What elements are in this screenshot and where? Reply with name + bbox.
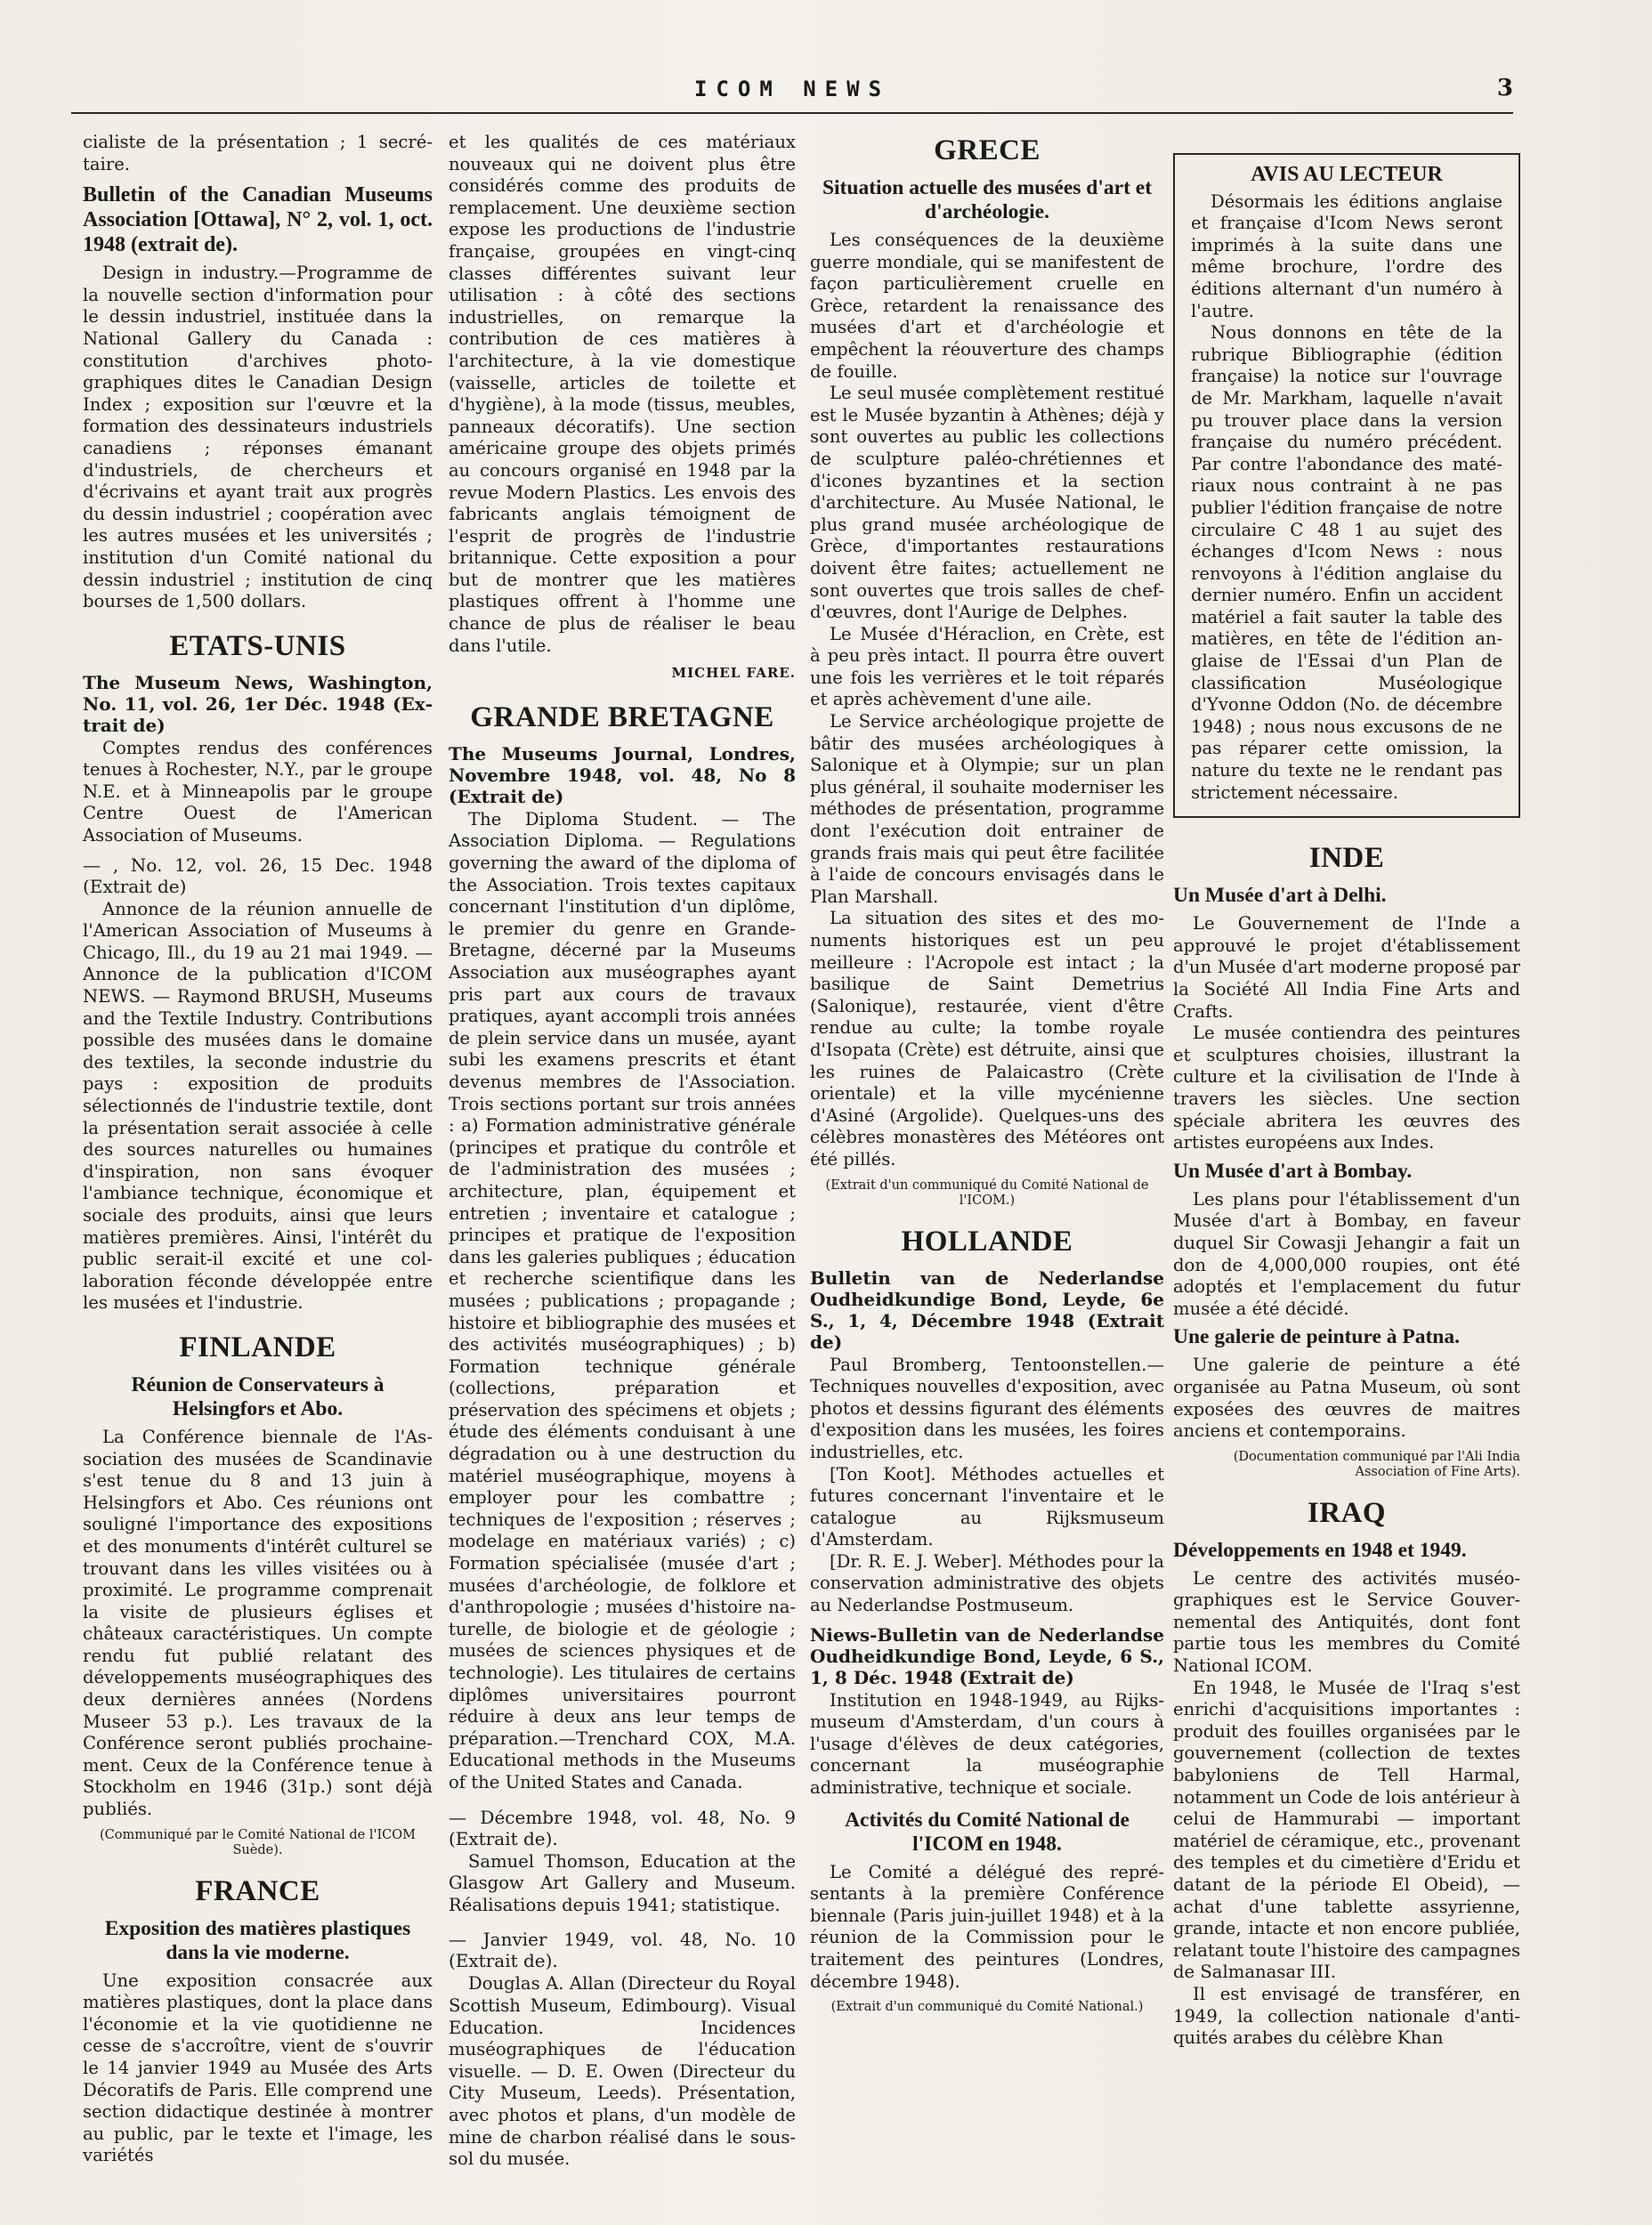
bibliography-entry: Niews-Bulletin van de Nederlandse Oudheidkundige Bond, Leyde, 6 S., 1, 8 Déc. 1948 (Extrait de) [810, 1623, 1164, 1688]
section-title-france: FRANCE [195, 1874, 320, 1907]
paragraph: La Conférence biennale de l'Association des musées de Scandinavie s'est tenue du 8 and 13 juin à Helsingfors et Abo. Ces réunions ont souligné l'importance des expositions et des monuments d'intérêt culturel se trouvant dans les villes visitées ou à proximité. Le programme comprenait la visite de plusieurs églises et châteaux caractéristiques. Un compte rendu fut publié relatant des développements muséographiques des deux dernières années (Nordens Museer 53 p.). Les travaux de la Conférence seront publiés prochainement. Ceux de la Conférence tenue à Stockholm en 1946 (31p.) sont déjà publiés. [83, 1426, 433, 1820]
subsection-title: Exposition des matières plastiques dans la vie moderne. [104, 1916, 411, 1964]
paragraph: [Ton Koot]. Méthodes actuelles et futures concernant l'inventaire et le catalogue au Rijksmuseum d'Amsterdam. [810, 1463, 1164, 1550]
notice-box [1173, 153, 1520, 818]
section-title-hollande: HOLLANDE [901, 1225, 1073, 1258]
paragraph: The Diploma Student. — The Association Diploma. — Regulations governing the award of the diploma of the Association. Trois textes capitaux concernant l'institution d'un diplôme, le premier du genre en Grande-Bretagne, décerné par la Museums Association aux muséographes ayant pris part aux cours de travaux pratiques, ayant accompli trois années de plein service dans un musée, ayant subi les examens prescrits et étant devenus membres de l'Association. Trois sections portant sur trois années : a) Formation administrative générale (principes et pratique du contrôle et de l'administration des musées ; architecture, plan, équipement et entretien ; inventaire et catalogue ; principes et pratique de l'exposition dans les galeries publiques ; éducation et recherche scientifique dans les musées ; publications ; propagande ; histoire et bibliographie des musées et des activités muséographiques) ; b) Formation technique générale (collections, préparation et préservation des spécimens et objets ; étude des éléments conduisant à une dégradation ou à une destruction du matériel muséographique, moyens à employer pour les combattre ; techniques de l'exposition ; réserves ; modelage en matériaux variés) ; c) Formation spécialisée (musée d'art ; musées d'archéologie, de folklore et d'anthropologie ; musées d'histoire naturelle, de biologie et de géologie ; musées de sciences physiques et de technologie). Les titulaires de certains diplômes universitaires pourront réduire à deux ans leur temps de préparation.—Trenchard COX, M.A. Educational methods in the Museums of the United States and Canada. [449, 808, 796, 1792]
source-note: (Extrait d'un communiqué du Comité National de l'ICOM.) [825, 1177, 1149, 1208]
bibliography-entry: Bulletin of the Canadian Museums Association [Ottawa], N° 2, vol. 1, oct. 1948 (extrait de). [83, 183, 433, 257]
section-title-iraq: IRAQ [1307, 1496, 1387, 1529]
paragraph: Une exposition consacrée aux matières plastiques, dont la place dans l'économie et la vie quotidienne ne cesse de s'accroître, vient de s'ouvrir le 14 janvier 1949 au Musée des Arts Décoratifs de Paris. Elle comprend une section didactique destinée à montrer au public, par le texte et l'image, les variétés [83, 1970, 433, 2166]
page-header [71, 73, 1513, 114]
paragraph: Une galerie de peinture a été organisée au Patna Museum, où sont exposées des œuvres de maitres anciens et contemporains. [1173, 1355, 1520, 1442]
paragraph: Le Service archéologique projette de bâtir des musées archéologiques à Salonique et à Olympie; sur un plan plus général, il souhaite moderniser les méthodes de présentation, programme dont l'exécution doit entrainer de grands frais mais qui peut être facilitée à l'aide de concours envisagés dans le Plan Marshall. [810, 711, 1164, 907]
paragraph: Le musée contiendra des peintures et sculptures choisies, illustrant la culture et la civilisation de l'Inde à travers les siècles. Une section spéciale abritera les œuvres des artistes européens aux Indes. [1173, 1023, 1520, 1153]
subsection-title: Un Musée d'art à Delhi. [1173, 884, 1387, 908]
source-note: (Documentation communiqué par l'Ali India Association of Fine Arts). [1233, 1449, 1520, 1479]
bibliography-entry: Bulletin van de Nederlandse Oudheidkundige Bond, Leyde, 6e S., 1, 4, Décembre 1948 (Extrait de) [810, 1266, 1164, 1353]
column-2 [449, 132, 796, 2171]
bibliography-entry: — Décembre 1948, vol. 48, No. 9 (Extrait de). [449, 1806, 796, 1849]
paragraph: Le centre des activités muséographiques est le Service Gouvernemental des Antiquités, dont font partie tous les membres du Comité National ICOM. [1173, 1567, 1520, 1677]
paragraph: Paul Bromberg, Tentoonstellen.— Techniques nouvelles d'exposition, avec photos et dessins figurant des éléments d'exposition dans les musées, les foires industrielles, etc. [810, 1354, 1164, 1462]
subsection-title: Développements en 1948 et 1949. [1173, 1538, 1467, 1562]
paragraph: Le seul musée complètement restitué est le Musée byzantin à Athènes; déjà y sont ouvertes au public les collections de sculpture paléo-chrétiennes et d'icones byzantines et la section d'architecture. Au Musée National, le plus grand musée archéologique de Grèce, d'importantes restaurations doivent être faites; actuellement ne sont ouvertes que trois salles de chef-d'œuvres, dont l'Aurige de Delphes. [810, 383, 1164, 623]
bibliography-entry: The Museums Journal, Londres, Novembre 1948, vol. 48, No 8 (Extrait de) [449, 742, 796, 807]
paragraph: En 1948, le Musée de l'Iraq s'est enrichi d'acquisitions importantes : produit des fouilles organisées par le gouvernement (collection de textes babyloniens de Tell Harmal, notamment un Code de lois antérieur à celui de Hammurabi — important matériel de céramique, etc., provenant des temples et du cimetière d'Eridu et datant de la période El Obeid), — achat d'une tablette assyrienne, grande, intacte et non encore publiée, relatant toute l'histoire des campagnes de Salmanasar III. [1173, 1677, 1520, 1983]
paragraph: Les conséquences de la deuxième guerre mondiale, qui se manifestent de façon particulièrement cruelle en Grèce, retardent la renaissance des musées d'art et d'archéologie et empêchent la réouverture des champs de fouille. [810, 230, 1164, 382]
paragraph: Il est envisagé de transférer, en 1949, la collection nationale d'antiquités arabes du célèbre Khan [1173, 1983, 1520, 2049]
column-1 [83, 132, 433, 2167]
paragraph: Les plans pour l'établissement d'un Musée d'art à Bombay, en faveur duquel Sir Cowasji Jehangir a fait un don de 4,000,000 roupies, ont été adoptés et l'emplacement du futur musée a été décidé. [1173, 1188, 1520, 1319]
paragraph: La situation des sites et des monuments historiques est un peu meilleure : l'Acropole est intact ; la basilique de Saint Demetrius (Salonique), restaurée, vient d'être rendue au culte; la tombe royale d'Isopata (Crète) est détruite, ainsi que les ruines de Palaicastro (Crète orientale) et la ville mycénienne d'Asiné (Argolide). Quelques-uns des célèbres monastères des Météores ont été pillés. [810, 908, 1164, 1169]
source-note: (Communiqué par le Comité National de l'ICOM Suède). [99, 1827, 417, 1857]
subsection-title: Situation actuelle des musées d'art et d'archéologie. [822, 176, 1153, 223]
author-signature: MICHEL FARE. [671, 665, 796, 682]
paragraph: Comptes rendus des conférences tenues à Rochester, N.Y., par le groupe N.E. et à Minneapolis par le groupe Centre Ouest de l'American Association of Museums. [83, 737, 433, 846]
masthead-title: ICOM NEWS [693, 77, 891, 101]
section-title-etats-unis: ETATS-UNIS [169, 629, 346, 662]
column-3 [810, 132, 1164, 2026]
subsection-title: Activités du Comité National de l'ICOM en 1948. [845, 1808, 1130, 1856]
paragraph: Désormais les éditions anglaise et française d'Icom News seront imprimés à la suite dans une même brochure, l'ordre des éditions alternant d'un numéro à l'autre. [1191, 190, 1502, 321]
paragraph: Samuel Thomson, Education at the Glasgow Art Gallery and Museum. Réalisations depuis 1941; statistique. [449, 1850, 796, 1915]
paragraph: [Dr. R. E. J. Weber]. Méthodes pour la conservation administrative des objets au Nederlandse Postmuseum. [810, 1550, 1164, 1616]
paragraph: Le Gouvernement de l'Inde a approuvé le projet d'établissement d'un Musée d'art moderne proposé par la Société All India Fine Arts and Crafts. [1173, 913, 1520, 1022]
subsection-title: Réunion de Conservateurs à Helsingfors et Abo. [131, 1372, 385, 1420]
column-4 [1173, 132, 1520, 2050]
bibliography-entry: — Janvier 1949, vol. 48, No. 10 (Extrait de). [449, 1929, 796, 1972]
paragraph: Le Musée d'Héraclion, en Crète, est à peu près intact. Il pourra être ouvert une fois les verrières et le toit réparés et après achèvement d'une aile. [810, 623, 1164, 710]
bibliography-entry: — , No. 12, vol. 26, 15 Dec. 1948 (Extrait de) [83, 854, 433, 897]
paragraph: Design in industry.—Programme de la nouvelle section d'information pour le dessin industriel, instituée dans la National Gallery du Canada : constitution d'archives photographiques dites le Canadian Design Index ; exposition sur l'œuvre et la formation des dessinateurs industriels canadiens ; réponses émanant d'industriels, de chercheurs et d'écrivains et ayant trait aux progrès du dessin industriel ; coopération avec les autres musées et les universités ; institution d'un Comité national du dessin industriel ; institution de cinq bourses de 1,500 dollars. [83, 263, 433, 612]
paragraph: Le Comité a délégué des représentants à la première Conférence biennale (Paris juin-juillet 1948) et à la réunion de la Commission pour le traitement des peintures (Londres, décembre 1948). [810, 1861, 1164, 1992]
section-title-finlande: FINLANDE [179, 1331, 336, 1363]
paragraph: et les qualités de ces matériaux nouveaux qui ne doivent plus être considérés comme des produits de remplacement. Une deuxième section expose les productions de l'industrie française, groupées en vingt-cinq classes différentes suivant leur utilisation : à côté des sections industrielles, on remarque la contribution de ces matières à l'architecture, à la vie domestique (vaisselle, articles de toilette et d'hygiène), à la mode (tissus, meubles, panneaux décoratifs). Une section américaine groupe des objets primés au concours organisé en 1948 par la revue Modern Plastics. Les envois des fabricants anglais témoignent de l'esprit de progrès de l'industrie britannique. Cette exposition a pour but de montrer que les matières plastiques offrent à l'homme une chance de plus de réaliser le beau dans l'utile. [449, 132, 796, 656]
section-title-inde: INDE [1308, 842, 1385, 875]
bibliography-entry: The Museum News, Washington, No. 11, vol. 26, 1er Déc. 1948 (Extrait de) [83, 671, 433, 736]
notice-title: AVIS AU LECTEUR [1251, 163, 1443, 186]
section-title-grande-bretagne: GRANDE BRETAGNE [470, 700, 774, 733]
subsection-title: Un Musée d'art à Bombay. [1173, 1159, 1413, 1183]
paragraph: Nous donnons en tête de la rubrique Bibliographie (édition française) la notice sur l'ouvrage de Mr. Markham, laquelle n'avait pu trouver place dans la version française du numéro précédent. Par contre l'abondance des matériaux nous contraint à ne pas publier l'édition française de notre circulaire C 48 1 au sujet des échanges d'Icom News : nous renvoyons à l'édition anglaise du dernier numéro. Enfin un accident matériel a fait sauter la table des matières, en tête de l'édition anglaise de l'Essai d'un Plan de classification Muséologique d'Yvonne Oddon (No. de décembre 1948) ; nous nous excusons de ne pas réparer cette omission, la nature du texte ne le rendant pas strictement nécessaire. [1191, 322, 1502, 803]
paragraph: cialiste de la présentation ; 1 secrétaire. [83, 132, 433, 174]
paragraph: Douglas A. Allan (Directeur du Royal Scottish Museum, Edimbourg). Visual Education. Incidences muséographiques de l'éducation visuelle. — D. E. Owen (Directeur du City Museum, Leeds). Présentation, avec photos et plans, d'un modèle de mine de charbon réalisé dans le sous-sol du musée. [449, 1973, 796, 2170]
page-number: 3 [1496, 75, 1513, 101]
section-title-grece: GRECE [934, 134, 1041, 166]
paragraph: Annonce de la réunion annuelle de l'American Association of Museums à Chicago, Ill., du 19 au 21 mai 1949. — Annonce de la publication d'ICOM NEWS. — Raymond BRUSH, Museums and the Textile Industry. Contributions possible des musées dans le domaine des textiles, la seconde industrie du pays : exposition de produits sélectionnés de l'industrie textile, dont la présentation serait associée à celle des sources naturelles ou humaines d'inspiration, non sans évoquer l'ambiance technique, économique et sociale des produits, ainsi que leurs matières premières. Ainsi, l'intérêt du public serait-il excité et une collaboration féconde développée entre les musées et l'industrie. [83, 898, 433, 1314]
source-note: (Extrait d'un communiqué du Comité National.) [830, 2000, 1144, 2015]
subsection-title: Une galerie de peinture à Patna. [1173, 1325, 1461, 1349]
paragraph: Institution en 1948-1949, au Rijksmuseum d'Amsterdam, d'un cours à l'usage d'élèves de deux catégories, concernant la muséographie administrative, technique et sociale. [810, 1689, 1164, 1799]
